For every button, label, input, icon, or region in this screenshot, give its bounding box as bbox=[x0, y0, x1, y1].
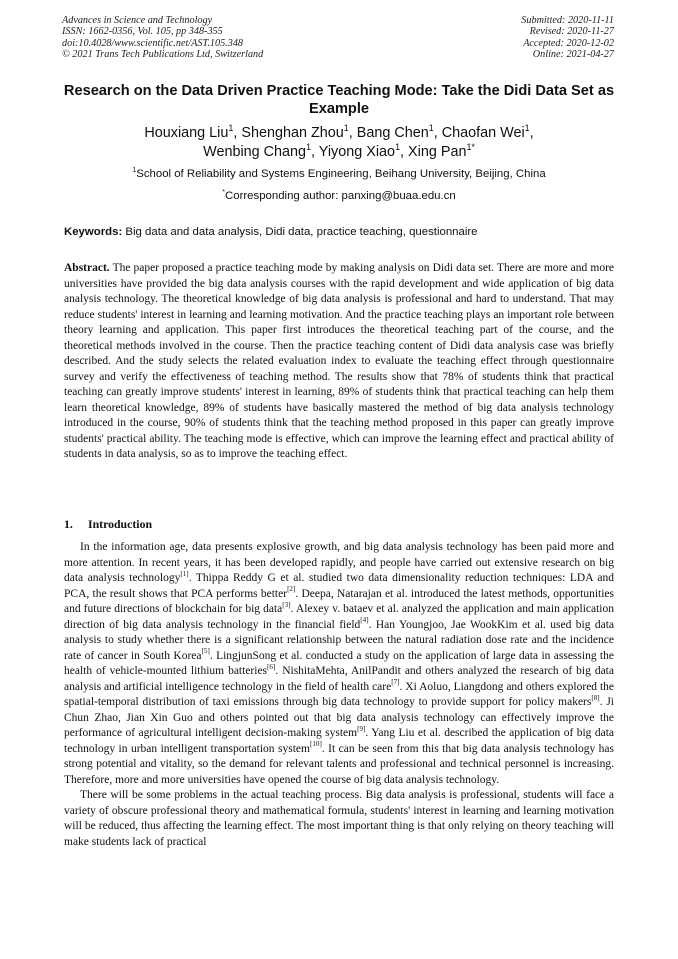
citation-ref: [6] bbox=[267, 662, 276, 671]
citation-ref: [8] bbox=[591, 693, 600, 702]
journal-name: Advances in Science and Technology bbox=[62, 15, 213, 26]
journal-doi: doi:10.4028/www.scientific.net/AST.105.348 bbox=[62, 37, 244, 49]
corresponding-author: *Corresponding author: panxing@buaa.edu.cn bbox=[222, 188, 456, 202]
citation-ref: [3] bbox=[282, 600, 291, 609]
introduction-paragraph: In the information age, data presents explosive growth, and big data analysis technology has been paid more and more attention. In recent years, it has been developed rapidly, and people have carried out extensive research on big data analysis technology[1]. Thippa Reddy G et al. studied two data dimensionality reduction techniques: LDA and PCA, the result shows that PCA performs better[2]. Deepa, Natarajan et al. introduced the latest methods, opportunities and future directions of blockchain for big data[3]. Alexey v. bataev et al. analyzed the application and main application direction of big data analysis technology in the financial field[4]. Han Youngjoo, Jae WookKim et al. used big data analysis to study whether there is a significant relationship between the natural radiation dose rate and the incidence rate of cancer in South Korea[5]. LingjunSong et al. conducted a study on the application of large data in assessing the health of vehicle-mounted lithium batteries[6]. NishitaMehta, AnilPandit and others analyzed the research of big data analysis and artificial intelligence technology in the field of health care[7]. Xi Aoluo, Liangdong and others explored the spatial-temporal distribution of taxi emissions through big data technology to provide support for policy makers[8]. Ji Chun Zhao, Jian Xin Guo and others pointed out that big data analysis technology can effectively improve the performance of agricultural intelligent decision-making system[9]. Yang Liu et al. described the application of big data technology in urban intelligent transportation system[10]. It can be seen from this that big data analysis technology has strong potential and vitality, so the demand for relevant talents and professional and technical personnel is increasing. Therefore, more and more universities have opened the course of big data analysis technology. bbox=[64, 541, 615, 786]
date-revised: Revised: 2020-11-27 bbox=[529, 26, 614, 38]
publication-dates bbox=[521, 15, 614, 61]
keywords-text: Big data and data analysis, Didi data, practice teaching, questionnaire bbox=[125, 226, 478, 238]
citation-ref: [2] bbox=[287, 585, 296, 594]
date-submitted: Submitted: 2020-11-11 bbox=[521, 15, 614, 26]
paper-title: Research on the Data Driven Practice Teaching Mode: Take the Didi Data Set as Example bbox=[63, 83, 615, 117]
introduction-paragraph: There will be some problems in the actual teaching process. Big data analysis is professional, students will face a variety of obscure professional theory and mathematical formula, students' interest in learning and learning motivation will be reduced, thus affecting the learning effect. The most important thing is that only relying on theory teaching will make students lack of practical bbox=[64, 789, 614, 848]
citation-ref: [5] bbox=[201, 647, 210, 656]
citation-ref: [9] bbox=[357, 724, 366, 733]
abstract-text: The paper proposed a practice teaching mode by making analysis on Didi data set. There are more and more universities have provided the big data analysis courses with the rapid development and wide application of big data analysis technology. The theoretical knowledge of big data analysis is professional and hard to understand. That may reduce students' interest in learning and learning motivation. And the practice teaching plays an important role between theory learning and application. This paper first introduces the theoretical teaching part of the course, and the theoretical methods involved in the course. Then the practice teaching content of Didi data analysis case was briefly described. And the study selects the related evaluation index to evaluate the teaching effect through questionnaire survey and verify the effectiveness of teaching method. The results show that 78% of students think that practical teaching can greatly improve students' interest in learning, 89% of students think that practical teaching can help them learn theoretical knowledge, 89% of students have basically mastered the method of big data analysis technology introduced in the course, 90% of students think that the teaching method proposed in this paper can greatly improve students' practical ability. The teaching mode is effective, which can improve the learning effect and practical ability of students in data analysis, so as to improve the teaching effect. bbox=[64, 262, 614, 460]
author: Chaofan Wei$^1$ bbox=[441, 122, 530, 141]
author: Yiyong Xiao$^1$ bbox=[318, 141, 401, 160]
citation-ref: [4] bbox=[360, 616, 369, 625]
author: Bang Chen$^1$ bbox=[356, 122, 434, 141]
date-online: Online: 2021-04-27 bbox=[532, 49, 614, 61]
keywords-label: Keywords: bbox=[64, 226, 123, 238]
author: Houxiang Liu$^1$ bbox=[144, 122, 234, 141]
journal-copyright: © 2021 Trans Tech Publications Ltd, Switzerland bbox=[62, 49, 264, 61]
affiliation: $^1$School of Reliability and Systems Engineering, Beihang University, Beijing, China bbox=[132, 166, 546, 180]
journal-info bbox=[62, 15, 263, 61]
journal-issn: ISSN: 1662-0356, Vol. 105, pp 348-355 bbox=[62, 26, 223, 38]
section-heading-introduction: 1. Introduction bbox=[64, 517, 153, 531]
author: Xing Pan$^{1*}$ bbox=[408, 141, 475, 160]
author-list: Houxiang Liu$^1$, Shenghan Zhou$^1$, Bang Chen$^1$, Chaofan Wei$^1$, Wenbing Chang$^1$, Yiyong Xiao$^1$, Xing Pan$^{1*}$ bbox=[144, 122, 534, 160]
author: Wenbing Chang$^1$ bbox=[203, 141, 312, 160]
introduction-body bbox=[64, 540, 614, 850]
citation-ref: [7] bbox=[391, 678, 400, 687]
keywords bbox=[64, 225, 616, 239]
abstract bbox=[64, 261, 614, 463]
author: Shenghan Zhou$^1$ bbox=[241, 122, 349, 141]
citation-ref: [10] bbox=[309, 740, 322, 749]
date-accepted: Accepted: 2020-12-02 bbox=[523, 37, 614, 49]
citation-ref: [1] bbox=[180, 569, 189, 578]
abstract-label: Abstract. bbox=[64, 262, 110, 274]
